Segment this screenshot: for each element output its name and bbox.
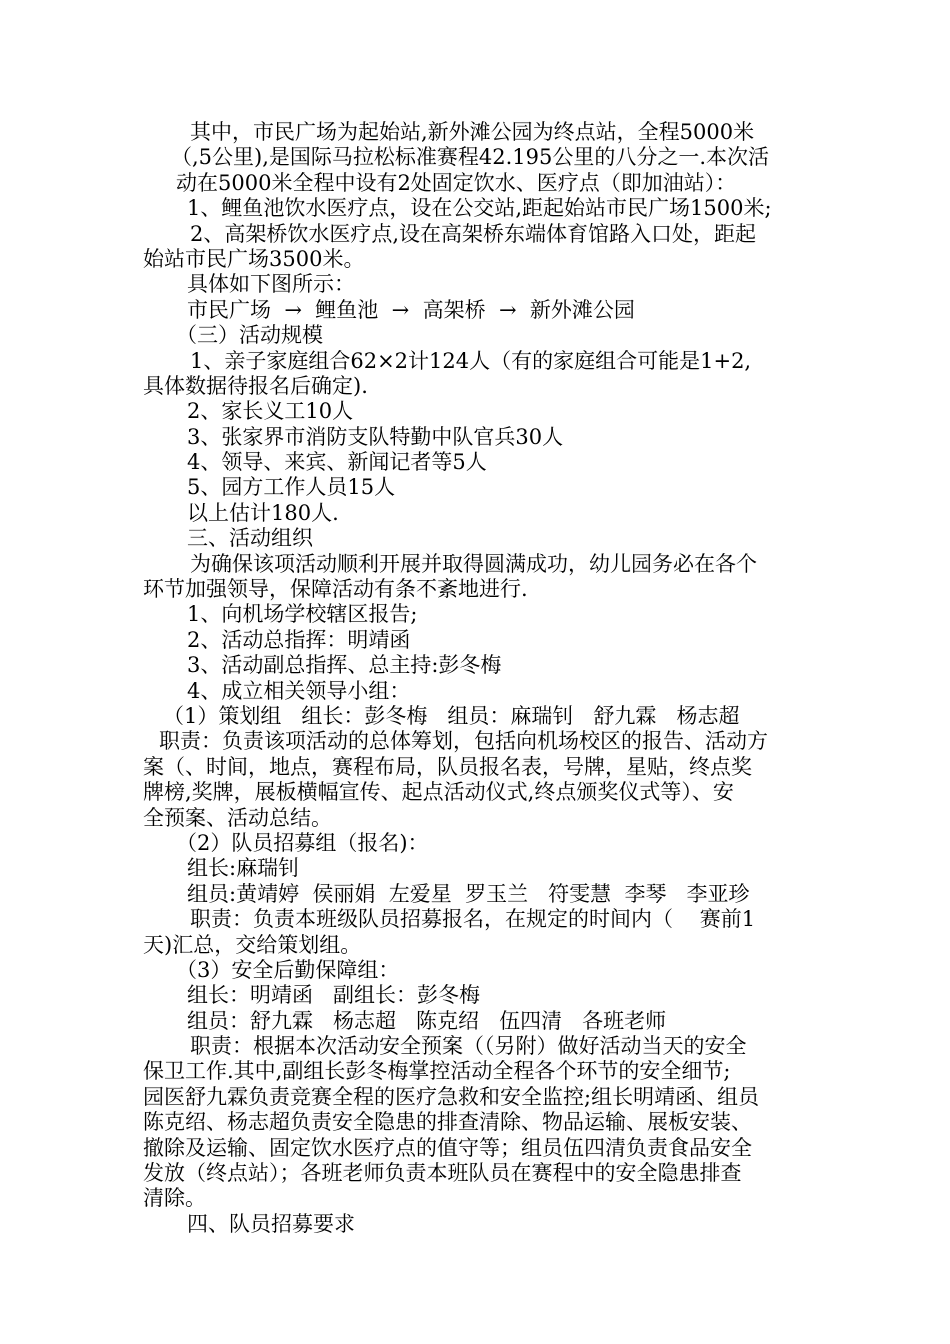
text-line: （1）策划组 组长：彭冬梅 组员：麻瑞钊 舒九霖 杨志超 (163, 703, 740, 728)
text-line: 具体如下图所示： (187, 272, 355, 297)
text-line: 组员：舒九霖 杨志超 陈克绍 伍四清 各班老师 (187, 1008, 667, 1033)
text-line: 动在5000米全程中设有2处固定饮水、医疗点（即加油站）： (176, 170, 737, 195)
text-line: 陈克绍、杨志超负责安全隐患的排查清除、物品运输、展板安装、 (143, 1110, 752, 1135)
text-line: 牌榜,奖牌，展板横幅宣传、起点活动仪式,终点颁奖仪式等）、安 (143, 780, 734, 805)
text-line: 四、队员招募要求 (187, 1211, 355, 1236)
text-line: 撤除及运输、固定饮水医疗点的值守等；组员伍四清负责食品安全 (143, 1135, 752, 1160)
text-line: 3、活动副总指挥、总主持:彭冬梅 (187, 653, 502, 678)
text-line: 4、领导、来宾、新闻记者等5人 (187, 450, 487, 475)
text-line: 组长:麻瑞钊 (187, 856, 300, 881)
text-line: 三、活动组织 (187, 526, 313, 551)
text-line: 组员:黄靖婷 侯丽娟 左爱星 罗玉兰 符雯慧 李琴 李亚珍 (187, 881, 750, 906)
text-line: 4、成立相关领导小组： (187, 678, 411, 703)
text-line: 天)汇总，交给策划组。 (143, 932, 362, 957)
text-line: 1、鲤鱼池饮水医疗点，设在公交站,距起始站市民广场1500米; (187, 196, 772, 221)
text-line: 2、家长义工10人 (187, 399, 354, 424)
text-line: 5、园方工作人员15人 (187, 475, 396, 500)
text-line: （2）队员招募组（报名)： (176, 830, 429, 855)
text-line: 1、向机场学校辖区报告; (187, 602, 418, 627)
text-line: 发放（终点站）；各班老师负责本班队员在赛程中的安全隐患排查 (143, 1161, 742, 1186)
text-line: 保卫工作.其中,副组长彭冬梅掌控活动全程各个环节的安全细节; (143, 1059, 731, 1084)
text-line: 职责：负责本班级队员招募报名，在规定的时间内（ 赛前1 (190, 907, 756, 932)
text-line: 环节加强领导，保障活动有条不紊地进行. (143, 577, 528, 602)
text-line: 清除。 (143, 1186, 206, 1211)
text-line: （3）安全后勤保障组： (176, 957, 400, 982)
text-line: 具体数据待报名后确定). (143, 373, 368, 398)
text-line: 组长：明靖函 副组长：彭冬梅 (187, 983, 481, 1008)
text-line: 2、活动总指挥：明靖函 (187, 627, 411, 652)
text-line: 2、高架桥饮水医疗点,设在高架桥东端体育馆路入口处，距起 (190, 221, 757, 246)
text-line: 职责：根据本次活动安全预案（（另附）做好活动当天的安全 (190, 1034, 747, 1059)
text-line: 为确保该项活动顺利开展并取得圆满成功，幼儿园务必在各个 (190, 551, 757, 576)
text-line: 市民广场 → 鲤鱼池 → 高架桥 → 新外滩公园 (187, 297, 635, 322)
document-page (143, 120, 813, 1237)
text-line: 其中，市民广场为起始站,新外滩公园为终点站，全程5000米 (190, 120, 755, 144)
text-line: 全预案、活动总结。 (143, 805, 332, 830)
text-line: 3、张家界市消防支队特勤中队官兵30人 (187, 424, 564, 449)
text-line: （三）活动规模 (176, 323, 323, 348)
text-line: （,5公里),是国际马拉松标准赛程42.195公里的八分之一.本次活 (171, 145, 770, 170)
text-line: 案（、时间，地点，赛程布局，队员报名表，号牌，星贴，终点奖 (143, 754, 752, 779)
text-line: 1、亲子家庭组合62×2计124人（有的家庭组合可能是1+2, (190, 348, 752, 373)
text-line: 园医舒九霖负责竞赛全程的医疗急救和安全监控;组长明靖函、组员 (143, 1084, 760, 1109)
text-line: 职责：负责该项活动的总体筹划，包括向机场校区的报告、活动方 (159, 729, 768, 754)
text-line: 始站市民广场3500米。 (143, 246, 365, 271)
text-line: 以上估计180人. (187, 500, 339, 525)
